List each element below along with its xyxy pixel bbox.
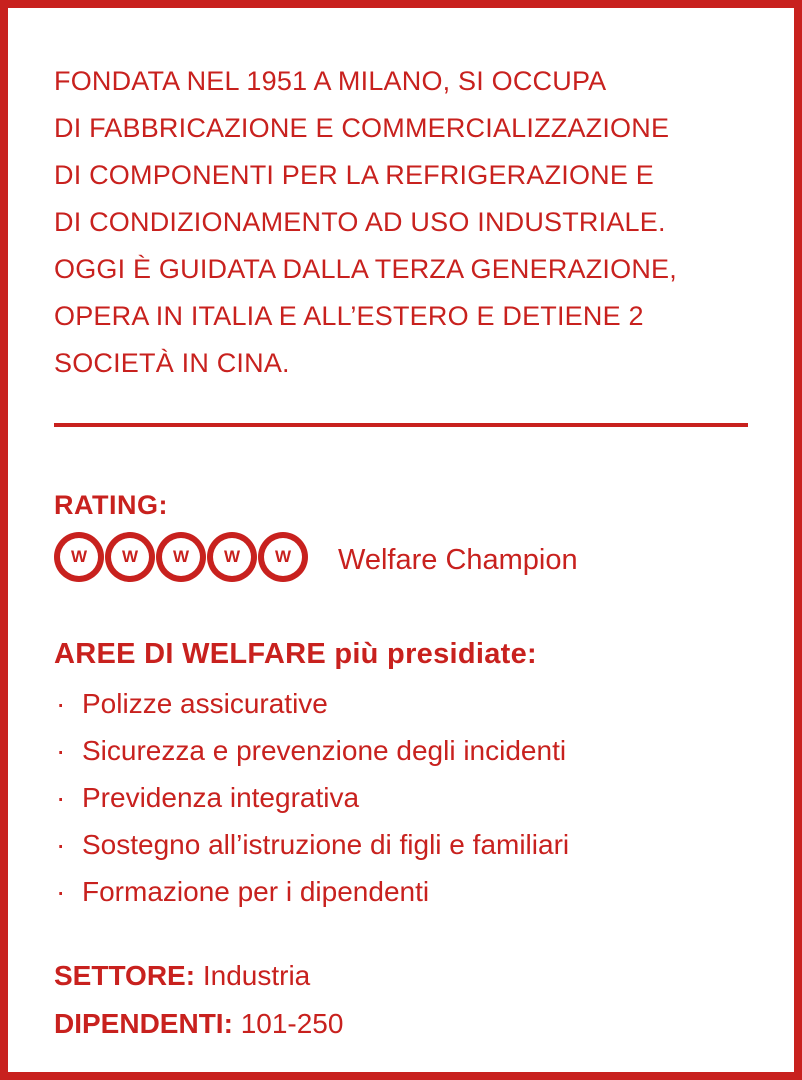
rating-badges bbox=[54, 532, 308, 582]
badge-letter: W bbox=[111, 538, 149, 576]
sector-value: Industria bbox=[202, 960, 311, 991]
list-item-text: Sicurezza e prevenzione degli incidenti bbox=[82, 735, 567, 766]
description-line: FONDATA NEL 1951 A MILANO, SI OCCUPA bbox=[54, 66, 607, 96]
rating-title: Welfare Champion bbox=[338, 544, 578, 576]
section-divider bbox=[54, 423, 748, 427]
list-item-text: Sostegno all’istruzione di figli e familiari bbox=[82, 829, 570, 860]
bullet: · bbox=[56, 829, 66, 860]
welfare-badge-icon bbox=[54, 532, 104, 582]
list-item bbox=[54, 868, 569, 915]
welfare-areas-list bbox=[54, 680, 569, 915]
list-item-text: Previdenza integrativa bbox=[82, 782, 360, 813]
employees-info bbox=[54, 1008, 343, 1040]
badge-letter: W bbox=[213, 538, 251, 576]
list-item-text: Formazione per i dipendenti bbox=[82, 876, 430, 907]
employees-label: DIPENDENTI: bbox=[54, 1008, 233, 1039]
welfare-areas-title: AREE DI WELFARE più presidiate: bbox=[54, 638, 538, 670]
description-line: DI FABBRICAZIONE E COMMERCIALIZZAZIONE bbox=[54, 113, 670, 143]
sector-label: SETTORE: bbox=[54, 960, 196, 991]
list-item-text: Polizze assicurative bbox=[82, 688, 328, 719]
bullet: · bbox=[56, 782, 66, 813]
rating-label: RATING: bbox=[54, 490, 168, 520]
bullet: · bbox=[56, 688, 66, 719]
badge-letter: W bbox=[60, 538, 98, 576]
welfare-badge-icon bbox=[207, 532, 257, 582]
list-item bbox=[54, 774, 569, 821]
badge-letter: W bbox=[264, 538, 302, 576]
description-line: DI CONDIZIONAMENTO AD USO INDUSTRIALE. bbox=[54, 207, 666, 237]
description-line: DI COMPONENTI PER LA REFRIGERAZIONE E bbox=[54, 160, 654, 190]
list-item bbox=[54, 821, 569, 868]
bullet: · bbox=[56, 735, 66, 766]
list-item bbox=[54, 680, 569, 727]
badge-letter: W bbox=[162, 538, 200, 576]
list-item bbox=[54, 727, 569, 774]
description-line: OPERA IN ITALIA E ALL’ESTERO E DETIENE 2 bbox=[54, 301, 644, 331]
sector-info bbox=[54, 960, 310, 992]
description-line: SOCIETÀ IN CINA. bbox=[54, 348, 290, 378]
bullet: · bbox=[56, 876, 66, 907]
description-line: OGGI È GUIDATA DALLA TERZA GENERAZIONE, bbox=[54, 254, 677, 284]
welfare-badge-icon bbox=[105, 532, 155, 582]
welfare-badge-icon bbox=[156, 532, 206, 582]
welfare-badge-icon bbox=[258, 532, 308, 582]
employees-value: 101-250 bbox=[240, 1008, 344, 1039]
company-description bbox=[54, 58, 754, 387]
